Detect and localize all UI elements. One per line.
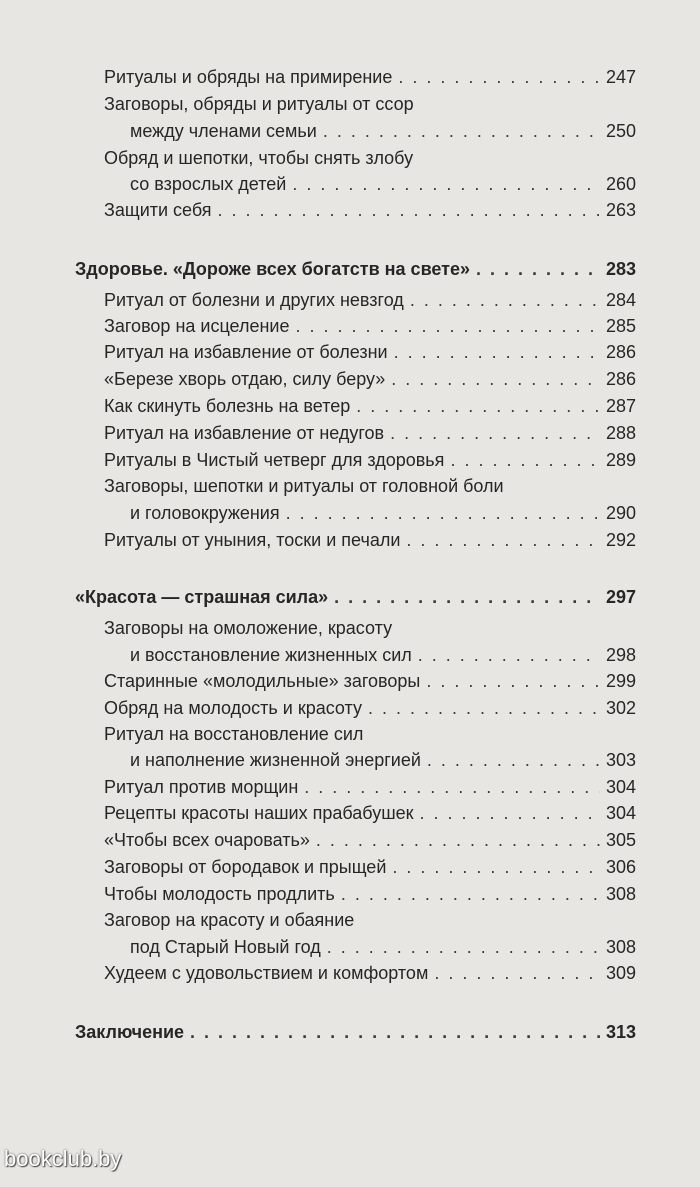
leader-dots — [391, 368, 600, 390]
toc-entry-line1: Заговоры, обряды и ритуалы от ссор — [104, 94, 414, 114]
leader-dots — [410, 289, 600, 311]
toc-entry — [104, 289, 636, 311]
toc-entry-title: Защити себя — [104, 200, 212, 220]
toc-entry-title: «Чтобы всех очаровать» — [104, 830, 310, 850]
toc-page-number: 260 — [605, 174, 636, 194]
toc-entry-line1: Заговор на красоту и обаяние — [104, 910, 355, 930]
leader-dots — [420, 802, 600, 824]
toc-entry — [104, 368, 636, 390]
toc-entry-title: «Березе хворь отдаю, силу беру» — [104, 369, 386, 389]
toc-page-number: 306 — [605, 857, 636, 877]
toc-page-number: 289 — [605, 450, 636, 470]
leader-dots — [368, 697, 600, 719]
toc-entry-title: Ритуалы в Чистый четверг для здоровья — [104, 450, 445, 470]
leader-dots — [304, 776, 600, 798]
leader-dots — [286, 502, 600, 524]
leader-dots — [292, 173, 600, 195]
toc-entry — [130, 644, 636, 666]
toc-entry — [130, 502, 636, 524]
toc-page-number: 283 — [605, 259, 636, 279]
toc-entry — [130, 749, 636, 771]
leader-dots — [398, 66, 600, 88]
toc-section-title: Здоровье. «Дороже всех богатств на свете» — [75, 259, 471, 279]
toc-entry-title: Рецепты красоты наших прабабушек — [104, 803, 414, 823]
toc-section — [75, 586, 636, 608]
toc-entry-title: Обряд на молодость и красоту — [104, 698, 362, 718]
toc-entry-title: Заговор на исцеление — [104, 316, 290, 336]
toc-entry — [104, 802, 636, 824]
leader-dots — [406, 529, 600, 551]
toc-entry — [104, 422, 636, 444]
toc-page-number: 308 — [605, 937, 636, 957]
leader-dots — [327, 936, 600, 958]
toc-entry-title: Ритуал против морщин — [104, 777, 299, 797]
toc-entry-title: Ритуал от болезни и других невзгод — [104, 290, 404, 310]
toc-page-number: 299 — [605, 671, 636, 691]
leader-dots — [316, 829, 600, 851]
leader-dots — [476, 258, 600, 280]
toc-entry — [104, 697, 636, 719]
toc-entry — [104, 883, 636, 905]
leader-dots — [190, 1021, 600, 1043]
leader-dots — [450, 449, 600, 471]
toc-entry-line1: Ритуал на восстановление сил — [104, 724, 364, 744]
leader-dots — [356, 395, 600, 417]
toc-page-number: 308 — [605, 884, 636, 904]
toc-entry-line1: Обряд и шепотки, чтобы снять злобу — [104, 148, 414, 168]
toc-entry — [104, 829, 636, 851]
toc-entry — [104, 395, 636, 417]
toc-entry — [104, 962, 636, 984]
toc-entry — [104, 776, 636, 798]
toc-page-number: 250 — [605, 121, 636, 141]
leader-dots — [427, 749, 600, 771]
toc-page-number: 309 — [605, 963, 636, 983]
toc-page-number: 286 — [605, 342, 636, 362]
toc-entry — [104, 66, 636, 88]
toc-entry-title: Как скинуть болезнь на ветер — [104, 396, 351, 416]
toc-entry-title: со взрослых детей — [130, 174, 287, 194]
toc-entry-line1: Заговоры, шепотки и ритуалы от головной боли — [104, 476, 504, 496]
toc-page-number: 297 — [605, 587, 636, 607]
toc-section — [75, 258, 636, 280]
toc-page-number: 292 — [605, 530, 636, 550]
toc-page-number: 247 — [605, 67, 636, 87]
toc-entry — [104, 341, 636, 363]
toc-page-number: 284 — [605, 290, 636, 310]
toc-entry-title: Чтобы молодость продлить — [104, 884, 335, 904]
leader-dots — [394, 341, 600, 363]
toc-entry-title: Худеем с удовольствием и комфортом — [104, 963, 429, 983]
toc-entry — [104, 199, 636, 221]
toc-entry-title: Ритуал на избавление от недугов — [104, 423, 385, 443]
toc-page-number: 285 — [605, 316, 636, 336]
toc-entry-title: и восстановление жизненных сил — [130, 645, 412, 665]
toc-page-number: 303 — [605, 750, 636, 770]
leader-dots — [434, 962, 600, 984]
toc-entry — [104, 449, 636, 471]
toc-page-number: 302 — [605, 698, 636, 718]
toc-section — [75, 1021, 636, 1043]
leader-dots — [426, 670, 600, 692]
toc-section-title: «Красота — страшная сила» — [75, 587, 329, 607]
toc-page-number: 298 — [605, 645, 636, 665]
toc-page-number: 305 — [605, 830, 636, 850]
toc-entry-title: Ритуалы от уныния, тоски и печали — [104, 530, 401, 550]
leader-dots — [323, 120, 600, 142]
toc-entry — [130, 936, 636, 958]
toc-entry-title: Ритуалы и обряды на примирение — [104, 67, 393, 87]
toc-entry — [104, 529, 636, 551]
toc-section-title: Заключение — [75, 1022, 185, 1042]
toc-entry-title: и наполнение жизненной энергией — [130, 750, 421, 770]
toc-entry — [104, 670, 636, 692]
watermark: bookclub.by — [4, 1146, 122, 1171]
leader-dots — [418, 644, 600, 666]
toc-entry — [104, 315, 636, 337]
leader-dots — [390, 422, 600, 444]
toc-page-number: 304 — [605, 803, 636, 823]
toc-entry-title: Ритуал на избавление от болезни — [104, 342, 388, 362]
leader-dots — [341, 883, 600, 905]
toc-page-number: 290 — [605, 503, 636, 523]
toc-entry-title: Старинные «молодильные» заговоры — [104, 671, 421, 691]
toc-page-number: 286 — [605, 369, 636, 389]
leader-dots — [296, 315, 600, 337]
toc-page-number: 288 — [605, 423, 636, 443]
toc-entry-line1: Заговоры на омоложение, красоту — [104, 618, 393, 638]
toc-entry — [130, 173, 636, 195]
leader-dots — [218, 199, 600, 221]
toc-page-number: 263 — [605, 200, 636, 220]
toc-entry — [104, 856, 636, 878]
toc-page-number: 304 — [605, 777, 636, 797]
toc-page-number: 287 — [605, 396, 636, 416]
leader-dots — [334, 586, 600, 608]
toc-entry-title: под Старый Новый год — [130, 937, 321, 957]
toc-page-number: 313 — [605, 1022, 636, 1042]
toc-entry-title: между членами семьи — [130, 121, 317, 141]
toc-entry-title: Заговоры от бородавок и прыщей — [104, 857, 387, 877]
leader-dots — [392, 856, 600, 878]
toc-entry — [130, 120, 636, 142]
toc-entry-title: и головокружения — [130, 503, 280, 523]
